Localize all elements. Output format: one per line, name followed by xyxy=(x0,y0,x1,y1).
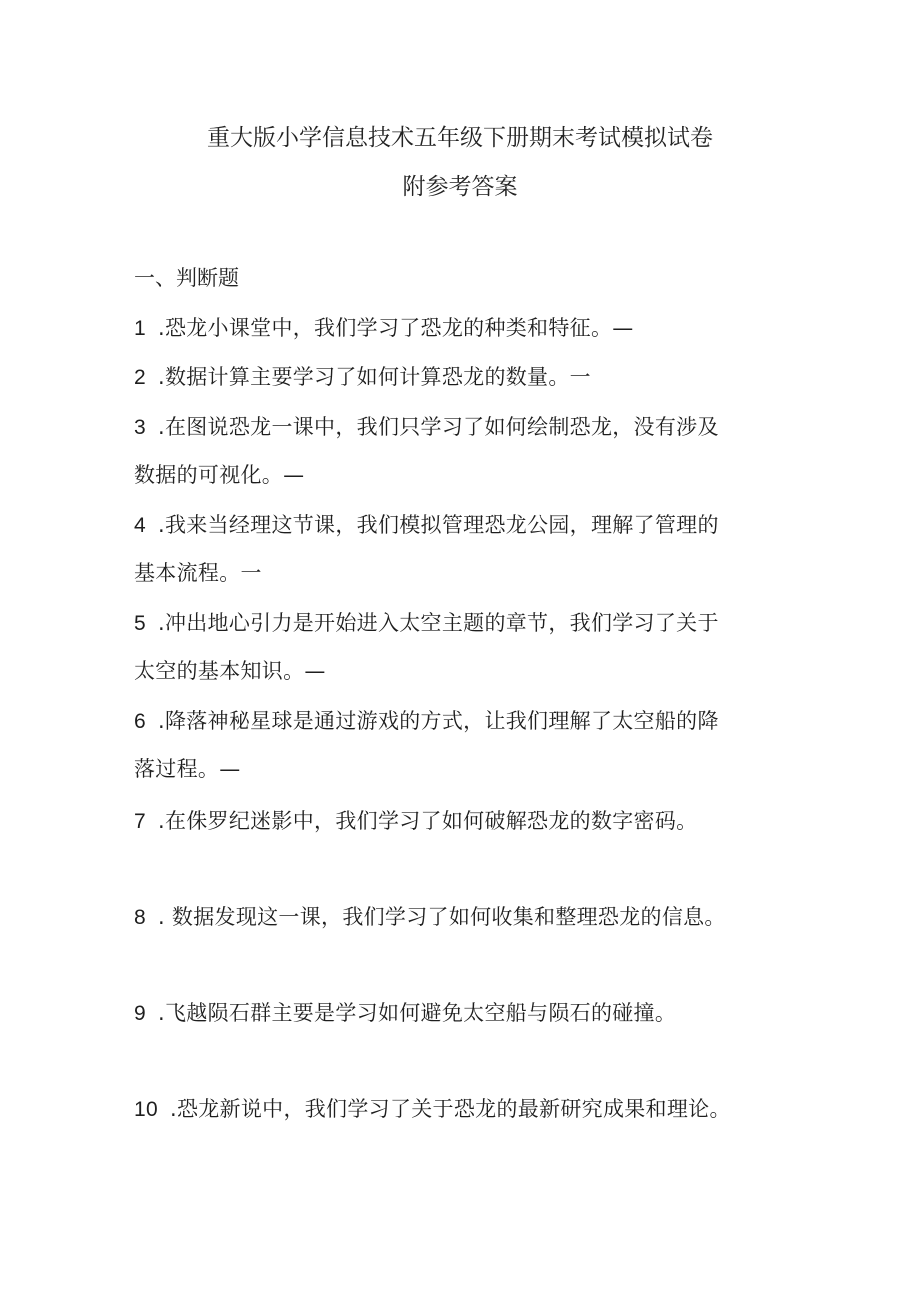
question-number: 7 xyxy=(134,810,146,833)
question-number: 4 xyxy=(134,514,146,537)
question-number: 6 xyxy=(134,710,146,733)
question-text: .数据计算主要学习了如何计算恐龙的数量。一 xyxy=(157,365,591,389)
question-text: .在图说恐龙一课中，我们只学习了如何绘制恐龙，没有涉及 xyxy=(157,415,719,439)
question-6-continuation: 落过程。— xyxy=(134,757,241,781)
question-4-continuation: 基本流程。一 xyxy=(134,561,262,585)
question-text: .恐龙小课堂中，我们学习了恐龙的种类和特征。— xyxy=(157,316,634,340)
question-2 xyxy=(134,361,591,391)
question-text: .我来当经理这节课，我们模拟管理恐龙公园，理解了管理的 xyxy=(157,513,719,537)
question-text: .恐龙新说中，我们学习了关于恐龙的最新研究成果和理论。 xyxy=(169,1097,731,1121)
question-number: 1 xyxy=(134,317,146,340)
question-text: .冲出地心引力是开始进入太空主题的章节，我们学习了关于 xyxy=(157,611,719,635)
question-9 xyxy=(134,997,676,1027)
question-4 xyxy=(134,509,719,539)
section-heading-true-false: 一、判断题 xyxy=(134,266,239,290)
question-number: 9 xyxy=(134,1002,146,1025)
question-5-continuation: 太空的基本知识。— xyxy=(134,659,326,683)
question-number: 2 xyxy=(134,366,146,389)
question-5 xyxy=(134,607,719,637)
question-text: .飞越陨石群主要是学习如何避免太空船与陨石的碰撞。 xyxy=(157,1001,677,1025)
question-8 xyxy=(134,901,726,931)
question-number: 3 xyxy=(134,416,146,439)
document-title: 重大版小学信息技术五年级下册期末考试模拟试卷 xyxy=(207,125,713,151)
document-subtitle: 附参考答案 xyxy=(402,174,518,200)
question-number: 10 xyxy=(134,1098,158,1121)
question-3-continuation: 数据的可视化。— xyxy=(134,463,305,487)
question-text: .在侏罗纪迷影中，我们学习了如何破解恐龙的数字密码。 xyxy=(157,809,698,833)
question-1 xyxy=(134,312,634,342)
question-number: 8 xyxy=(134,906,146,929)
question-3 xyxy=(134,411,719,441)
question-7 xyxy=(134,805,697,835)
question-number: 5 xyxy=(134,612,146,635)
question-text: . 数据发现这一课，我们学习了如何收集和整理恐龙的信息。 xyxy=(157,905,726,929)
question-10 xyxy=(134,1093,731,1123)
question-text: .降落神秘星球是通过游戏的方式，让我们理解了太空船的降 xyxy=(157,709,719,733)
question-6 xyxy=(134,705,719,735)
